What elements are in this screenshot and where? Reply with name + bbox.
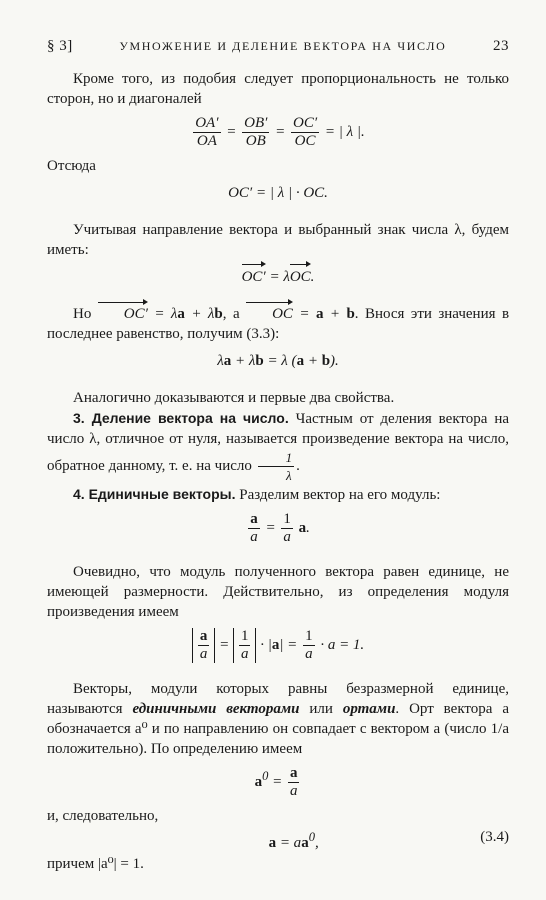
paragraph-similarity: Кроме того, из подобия следует пропорциональность не только сторон, но и диагоналей [47, 71, 509, 107]
oc-formula: OC′ = | λ | · OC. [228, 185, 328, 201]
paragraph-analogous: Аналогично доказываются и первые два свойства. [73, 390, 395, 406]
paragraph-otsyuda: Отсюда [47, 158, 96, 174]
term-unit-vectors: единичными векторами [132, 701, 300, 717]
equation-label: (3.4) [480, 829, 509, 846]
unit-vector-formula: $\frac{a}{a}$ = $\frac{1}{a}$ a. [250, 511, 310, 545]
paragraph-direction: Учитывая направление вектора и выбранный знак числа λ, будем иметь: [47, 222, 509, 258]
page-header [47, 38, 509, 55]
ratio-formula: $\frac{OA'}{OA}$ = $\frac{OB'}{OB}$ = $\frac{OC'}{OC}$ = | λ |. [195, 115, 365, 149]
paragraph-consequently: и, следовательно, [47, 808, 159, 825]
section-marker: § 3] [47, 38, 73, 54]
paragraph-moreover: причем |a⁰| = 1. [47, 856, 144, 873]
section-3-paragraph: 3. Деление вектора на число. Частным от деления вектора на число λ, отличное от нуля, называется произведение вектора на число, обратное данному, т. е. на число $\frac{1}{\lambda}$ . [47, 410, 510, 483]
running-title: УМНОЖЕНИЕ И ДЕЛЕНИЕ ВЕКТОРА НА ЧИСЛО [119, 39, 447, 53]
vector-oc-formula: OC′ = λOC. [47, 266, 509, 288]
section-3-heading: 3. Деление вектора на число. [73, 410, 289, 426]
term-orts: ортами [342, 701, 396, 717]
paragraph-substitution: Но OC′ = λa + λb, а OC = a + b. Внося эти значения в последнее равенство, получим (3.3): [47, 306, 510, 342]
book-page [47, 38, 509, 874]
section-4-paragraph: 4. Единичные векторы. Разделим вектор на его модуль: [73, 486, 441, 503]
distributive-formula: λa + λb = λ (a + b). [217, 353, 339, 369]
ort-definition-formula: $a^0$ = $\frac{a}{a}$ [254, 765, 298, 800]
section-4-heading: 4. Единичные векторы. [73, 486, 236, 502]
equation-3-4: $a = aa^0$, (3.4) [47, 826, 509, 854]
page-number: 23 [493, 38, 509, 54]
paragraph-modulus: Очевидно, что модуль полученного вектора равен единице, не имеющей размерности. Действительно, из определения модуля произведения имеем [47, 564, 509, 620]
modulus-formula: $\frac{a}{a}$ = $\frac{1}{a}$ · |a| = $\frac{1}{a}$ · a = 1. [47, 628, 509, 663]
paragraph-unit-vectors: Векторы, модули которых равны безразмерной единице, называются единичными векторами или ортами. Орт вектора a обозначается a⁰ и по направлению он совпадает с вектором a (число 1/a положительно). По определению имеем [47, 681, 509, 757]
